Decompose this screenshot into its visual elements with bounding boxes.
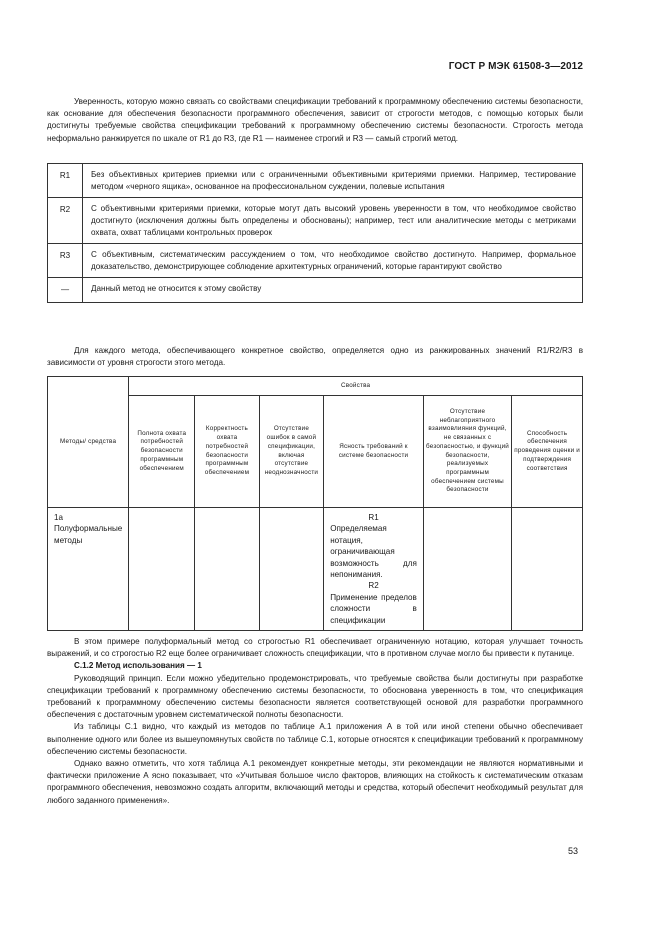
rigor-code: — [48,278,83,303]
empty-cell [512,508,583,631]
body-text-block [47,636,583,807]
section-title: С.1.2 Метод использования — 1 [74,661,202,671]
column-header: Отсутствие ошибок в самой спецификации, включая отсутствие неоднозначности [259,396,324,508]
rigor-r1-text: Определяемая нотация, ограничивающая возможность для непонимания. [330,524,417,580]
between-paragraph: Для каждого метода, обеспечивающего конкретное свойство, определяется одно из ранжированных значений R1/R2/R3 в зависимости от уровня строгости этого метода. [47,346,583,368]
after-table-paragraph: В этом примере полуформальный метод со строгостью R1 обеспечивает ограниченную нотацию, которая улучшает точность выражений, и со строгостью R2 еще более ограничивает сложность спецификации, что в противном случае могло бы привести к путанице. [47,637,583,659]
rigor-code: R2 [48,198,83,244]
table-row [48,278,583,303]
document-id-header: ГОСТ Р МЭК 61508-3—2012 [448,61,583,72]
rigor-r2-text: Применение пределов сложности в спецификации [330,592,417,625]
rigor-code: R1 [48,164,83,198]
rigor-description: С объективным, систематическим рассуждением о том, что необходимое свойство достигнуто. Например, формальное доказательство, демонстрирующее соблюдение архитектурных ограничений, которые гарантируют свойство [83,244,583,278]
properties-table [47,376,583,631]
column-header: Ясность требований к системе безопасности [324,396,424,508]
rigor-code: R3 [48,244,83,278]
intro-paragraph-block [47,96,583,145]
rigor-r1-label: R1 [368,513,379,522]
column-header: Полнота охвата потребностей безопасности программным обеспечением [129,396,195,508]
rigor-description: С объективными критериями приемки, которые могут дать высокий уровень уверенности в том, что необходимое свойство достигнуто (исключения должны быть определены и обоснованы); например, тест или аналитические методы с метриками охвата, охват таблицами контрольных проверок [83,198,583,244]
properties-group-header: Свойства [129,377,583,396]
empty-cell [423,508,511,631]
rigor-r2-label: R2 [368,581,379,591]
method-name: 1а Полуформальные методы [48,508,129,631]
column-header: Корректность охвата потребностей безопасности программным обеспечением [195,396,259,508]
rigor-description: Данный метод не относится к этому свойству [83,278,583,303]
rigor-levels-table [47,163,583,303]
table-reference-paragraph: Из таблицы С.1 видно, что каждый из методов по таблице А.1 приложения А в той или иной степени обычно обеспечивает выполнение одного или более из вышеупомянутых свойств по таблице С.1, которые относятся к спецификации требований к программному обеспечению системы безопасности. [47,722,583,756]
note-paragraph: Однако важно отметить, что хотя таблица А.1 рекомендует конкретные методы, эти рекомендации не являются нормативными и фактически приложение А ясно показывает, что «Учитывая большое число факторов, влияющих на стойкость к систематическим отказам программного обеспечения, невозможно создать алгоритм, включающий методы и средства, который обеспечит необходимый результат для любого заданного применения». [47,759,583,805]
table-row [48,244,583,278]
table-row [48,508,583,631]
between-paragraph-block [47,345,583,369]
column-header: Отсутствие неблагоприятного взаимовлияния функций, не связанных с безопасностью, и функций безопасности, реализуемых программным обеспечением системы безопасности [423,396,511,508]
column-header: Способность обеспечения проведения оценки и подтверждения соответствия [512,396,583,508]
table-header-row [48,377,583,396]
empty-cell [259,508,324,631]
intro-paragraph: Уверенность, которую можно связать со свойствами спецификации требований к программному обеспечению системы безопасности, как основание для обеспечения безопасности программного обеспечения, зависит от строгости методов, с помощью которых были достигнуты требуемые свойства спецификации требований к программному обеспечению системы безопасности. Строгость метода неформально ранжируется по шкале от R1 до R3, где R1 — наименее строгий и R3 — самый строгий метод. [47,97,583,143]
empty-cell [195,508,259,631]
clarity-cell [324,508,424,631]
rigor-description: Без объективных критериев приемки или с ограниченными объективными критериями приемки. Например, тестирование методом «черного ящика», основанное на профессиональном суждении, полевые испытания [83,164,583,198]
empty-cell [129,508,195,631]
methods-column-header: Методы/ средства [48,377,129,508]
table-row [48,164,583,198]
table-row [48,198,583,244]
guiding-principle-paragraph: Руководящий принцип. Если можно убедительно продемонстрировать, что требуемые свойства были достигнуты при разработке спецификации требований к программному обеспечению системы безопасности, то обоснована уверенность в том, что спецификация требований к программному обеспечению системы безопасности является соответствующей основой для разработки программного обеспечения с достаточным уровнем систематической полноты безопасности. [47,673,583,720]
page-number: 53 [567,846,578,856]
